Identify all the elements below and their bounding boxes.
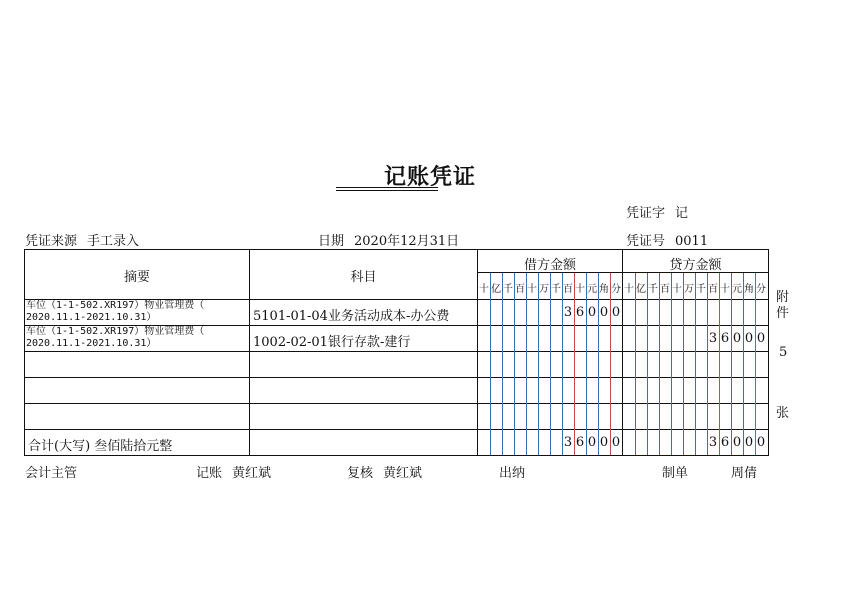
voucher-title: 记账凭证 xyxy=(383,165,476,190)
maker-value: 周倩 xyxy=(731,466,758,481)
source-label: 凭证来源 xyxy=(25,234,78,249)
debit-digit-label: 十 xyxy=(479,284,489,295)
digit-grid-line xyxy=(562,273,563,455)
digit-grid-line xyxy=(683,273,684,455)
digit-grid-line xyxy=(731,273,732,455)
row-line xyxy=(25,403,768,404)
total-credit-digit: 0 xyxy=(756,435,766,450)
cashier-label: 出纳 xyxy=(499,466,526,481)
row1-debit-digit: 0 xyxy=(587,305,597,320)
digit-grid-line xyxy=(526,273,527,455)
debit-digit-label: 千 xyxy=(503,284,513,295)
attachments-count: 5 xyxy=(779,345,788,360)
digit-grid-line xyxy=(574,273,575,455)
debit-digit-label: 角 xyxy=(599,284,609,295)
date-value: 2020年12月31日 xyxy=(354,234,460,249)
total-credit-digit: 6 xyxy=(720,435,730,450)
digit-grid-line xyxy=(598,273,599,455)
credit-digit-label: 元 xyxy=(732,284,742,295)
date-label: 日期 xyxy=(318,234,345,249)
row1-summary xyxy=(26,300,204,324)
digit-grid-line xyxy=(707,273,708,455)
total-debit-digit: 0 xyxy=(611,435,621,450)
maker-label: 制单 xyxy=(662,466,689,481)
credit-digit-label: 千 xyxy=(648,284,658,295)
row2-credit-digit: 0 xyxy=(732,331,742,346)
debit-digit-label: 分 xyxy=(611,284,621,295)
attachments-label-1: 附 xyxy=(776,290,790,305)
header-debit: 借方金额 xyxy=(523,258,576,273)
bookkeeper-value: 黄红斌 xyxy=(232,466,272,481)
credit-digit-label: 百 xyxy=(708,284,718,295)
digit-grid-line xyxy=(671,273,672,455)
digit-grid-line xyxy=(538,273,539,455)
row1-debit-digit: 0 xyxy=(611,305,621,320)
total-credit-digit: 0 xyxy=(732,435,742,450)
row2-credit-digit: 0 xyxy=(756,331,766,346)
title-underline xyxy=(336,190,438,191)
voucher-no-label: 凭证号 xyxy=(626,234,666,249)
debit-digit-label: 十 xyxy=(527,284,537,295)
row1-subject: 5101-01-04业务活动成本-办公费 xyxy=(253,309,450,324)
digit-grid-line xyxy=(550,273,551,455)
date-field xyxy=(318,230,459,249)
attachments-label-2: 件 xyxy=(776,306,790,321)
credit-digit-label: 十 xyxy=(672,284,682,295)
debit-digit-label: 元 xyxy=(587,284,597,295)
debit-digit-label: 万 xyxy=(539,284,549,295)
debit-digit-label: 百 xyxy=(563,284,573,295)
digit-grid-line xyxy=(635,273,636,455)
digit-grid-line xyxy=(659,273,660,455)
debit-digit-label: 千 xyxy=(551,284,561,295)
digit-grid-line xyxy=(514,273,515,455)
row2-summary-line2: 2020.11.1-2021.10.31） xyxy=(26,338,157,349)
credit-digit-label: 百 xyxy=(660,284,670,295)
digit-grid-line xyxy=(586,273,587,455)
digit-grid-line xyxy=(610,273,611,455)
header-summary: 摘要 xyxy=(123,270,150,285)
credit-digit-label: 亿 xyxy=(636,284,646,295)
total-label: 合计(大写) 叁佰陆拾元整 xyxy=(28,439,173,454)
voucher-word-label: 凭证字 xyxy=(626,206,666,221)
row2-credit-digit: 6 xyxy=(720,331,730,346)
debit-digit-label: 百 xyxy=(515,284,525,295)
digit-grid-line xyxy=(647,273,648,455)
source-value: 手工录入 xyxy=(87,234,140,249)
digit-grid-line xyxy=(490,273,491,455)
bookkeeper-field xyxy=(196,462,271,481)
credit-digit-label: 十 xyxy=(720,284,730,295)
total-debit-digit: 0 xyxy=(587,435,597,450)
credit-digit-label: 万 xyxy=(684,284,694,295)
total-credit-digit: 0 xyxy=(744,435,754,450)
row1-debit-digit: 3 xyxy=(563,305,573,320)
row2-credit-digit: 0 xyxy=(744,331,754,346)
total-credit-digit: 3 xyxy=(708,435,718,450)
row2-credit-digit: 3 xyxy=(708,331,718,346)
row1-debit-digit: 0 xyxy=(599,305,609,320)
digit-grid-line xyxy=(719,273,720,455)
row-line xyxy=(25,351,768,352)
reviewer-label: 复核 xyxy=(347,466,374,481)
row2-summary-line1: 车位（1-1-502.XR197）物业管理费（ xyxy=(26,326,205,337)
digit-grid-line xyxy=(755,273,756,455)
attachments-label-3: 张 xyxy=(776,406,790,421)
title-underline xyxy=(336,187,438,188)
voucher-word-value: 记 xyxy=(675,206,689,221)
total-debit-digit: 3 xyxy=(563,435,573,450)
row1-summary-line1: 车位（1-1-502.XR197）物业管理费（ xyxy=(26,300,205,311)
reviewer-value: 黄红斌 xyxy=(383,466,423,481)
row1-summary-line2: 2020.11.1-2021.10.31） xyxy=(26,312,157,323)
row1-debit-digit: 6 xyxy=(575,305,585,320)
total-debit-digit: 6 xyxy=(575,435,585,450)
reviewer-field xyxy=(347,462,422,481)
supervisor-label: 会计主管 xyxy=(25,466,78,481)
header-subject: 科目 xyxy=(350,270,377,285)
credit-digit-label: 千 xyxy=(696,284,706,295)
credit-digit-label: 分 xyxy=(756,284,766,295)
row2-subject: 1002-02-01银行存款-建行 xyxy=(253,335,411,350)
voucher-no-value: 0011 xyxy=(675,234,709,249)
debit-digit-label: 十 xyxy=(575,284,585,295)
source-field xyxy=(25,230,139,249)
credit-digit-label: 角 xyxy=(744,284,754,295)
row-line xyxy=(25,377,768,378)
digit-grid-line xyxy=(695,273,696,455)
bookkeeper-label: 记账 xyxy=(196,466,223,481)
credit-digit-label: 十 xyxy=(624,284,634,295)
voucher-table xyxy=(24,249,769,456)
digit-grid-line xyxy=(502,273,503,455)
header-credit: 贷方金额 xyxy=(669,258,722,273)
voucher-no-field xyxy=(626,230,708,249)
row2-summary xyxy=(26,326,204,350)
total-debit-digit: 0 xyxy=(599,435,609,450)
row-line xyxy=(25,429,768,430)
voucher-word-field xyxy=(626,202,688,221)
digit-grid-line xyxy=(743,273,744,455)
debit-digit-label: 亿 xyxy=(491,284,501,295)
